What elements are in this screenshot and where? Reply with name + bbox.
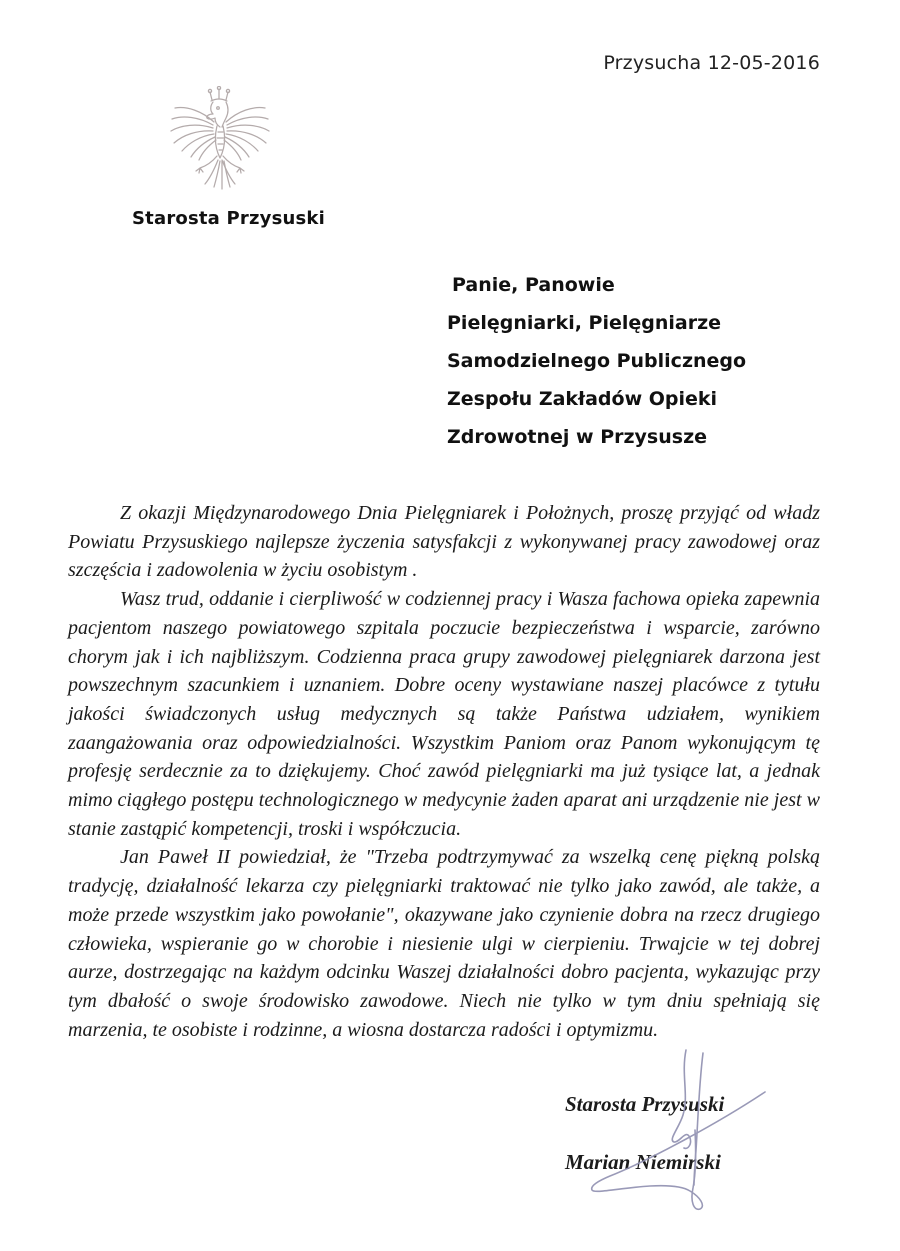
body-paragraph: Jan Paweł II powiedział, że "Trzeba podtrzymywać za wszelką cenę piękną polską tradycję, działalność lekarza czy pielęgniarki traktować nie tylko jako zawód, ale także, a może przede wszystkim jako powołanie", okazywane jako czynienie dobra na rzecz drugiego człowieka, wspieranie go w chorobie i niesienie ulgi w cierpieniu. Trwajcie w tej dobrej aurze, dostrzegając na każdym odcinku Waszej działalności dobro pacjenta, wykazując przy tym dbałość o swoje środowisko zawodowe. Niech nie tylko w tym dniu spełniają się marzenia, te osobiste i rodzinne, a wiosna dostarcza radości i optymizmu. [68, 846, 820, 1041]
addressee-line: Panie, Panowie [452, 274, 615, 296]
addressee-line: Pielęgniarki, Pielęgniarze [447, 312, 722, 334]
body-paragraph: Z okazji Międzynarodowego Dnia Pielęgniarek i Położnych, proszę przyjąć od władz Powiatu Przysuskiego najlepsze życzenia satysfakcji z wykonywanej pracy zawodowej oraz szczęścia i zadowolenia w życiu osobistym . [68, 502, 820, 582]
addressee-block [447, 266, 746, 456]
body-paragraph: Wasz trud, oddanie i cierpliwość w codziennej pracy i Wasza fachowa opieka zapewnia pacjentom naszego powiatowego szpitala poczucie bezpieczeństwa i wsparcie, zarówno chorym jak i ich najbliższym. Codzienna praca grupy zawodowej pielęgniarek darzona jest powszechnym szacunkiem i uznaniem. Dobre oceny wystawiane naszej placówce z tytułu jakości świadczonych usług medycznych są także Państwa udziałem, wynikiem zaangażowania oraz odpowiedzialności. Wszystkim Paniom oraz Panom wykonującym tę profesję serdecznie za to dziękujemy. Choć zawód pielęgniarki ma już tysiące lat, a jednak mimo ciągłego postępu technologicznego w medycynie żaden aparat ani urządzenie nie jest w stanie zastąpić kompetencji, troski i współczucia. [68, 588, 820, 840]
handwritten-signature-icon [555, 1040, 785, 1220]
signature-title: Starosta Przysuski [565, 1092, 725, 1116]
addressee-line: Samodzielnego Publicznego [447, 350, 747, 372]
date-line: Przysucha 12-05-2016 [603, 52, 820, 74]
addressee-line: Zespołu Zakładów Opieki [447, 388, 718, 410]
eagle-icon [168, 86, 280, 206]
sender-title: Starosta Przysuski [132, 208, 325, 229]
polish-eagle-emblem [168, 86, 280, 206]
signatory-name: Marian Niemirski [565, 1150, 721, 1174]
letter-body [68, 499, 820, 1044]
addressee-line: Zdrowotnej w Przysusze [447, 426, 708, 448]
